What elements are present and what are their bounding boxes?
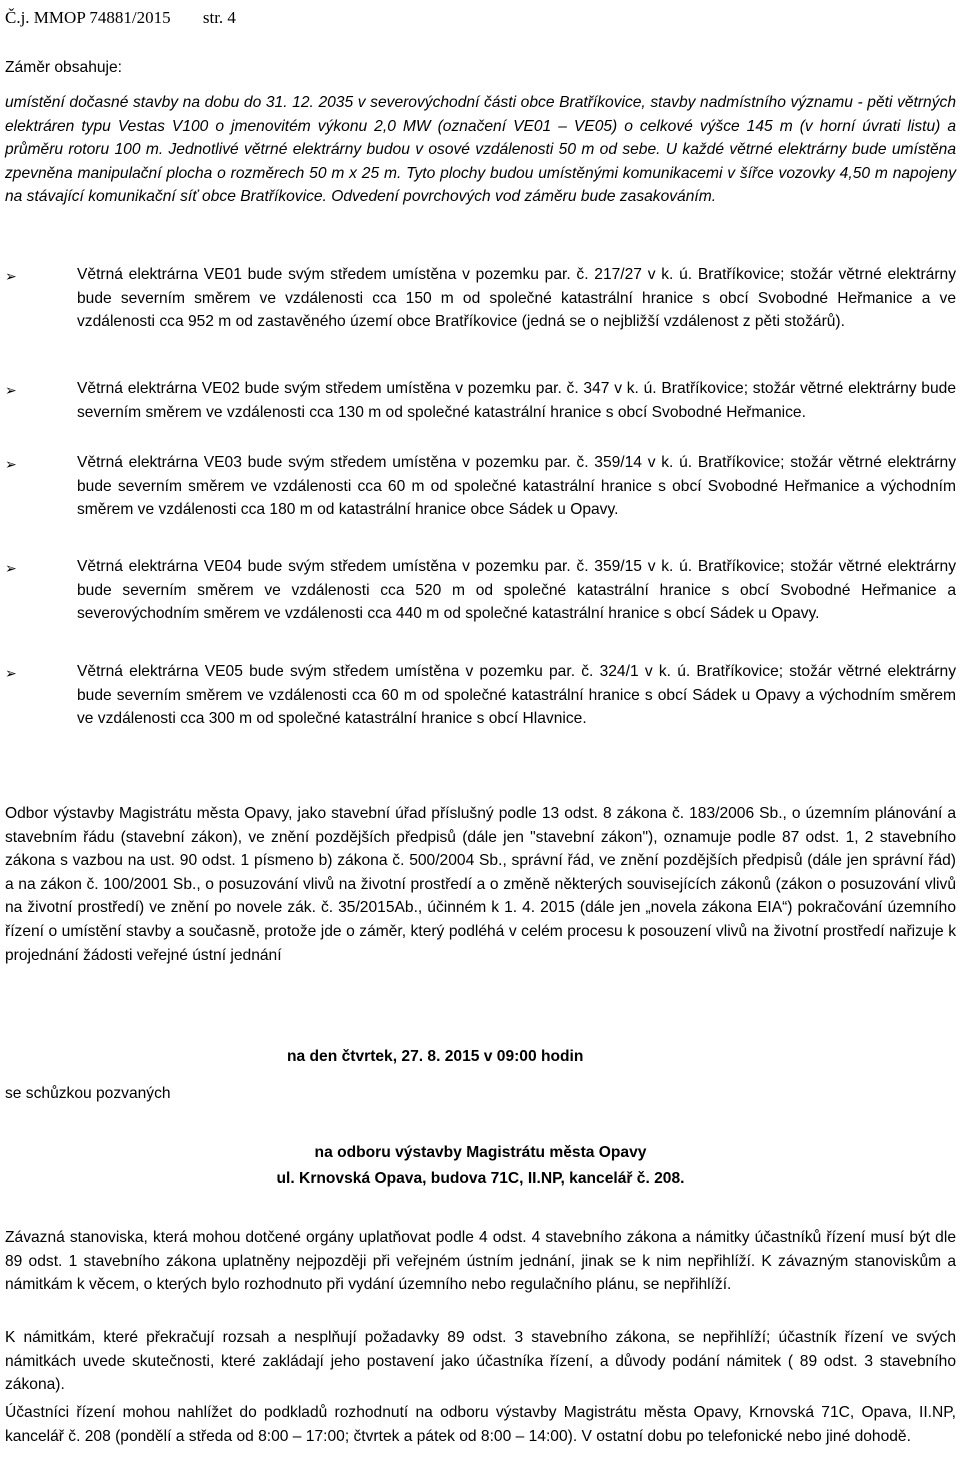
reference-number: Č.j. MMOP 74881/2015 xyxy=(5,8,171,27)
meeting-invite: se schůzkou pozvaných xyxy=(5,1085,171,1102)
intro-label: Záměr obsahuje: xyxy=(5,59,123,76)
page-number: str. 4 xyxy=(202,8,236,27)
objections-paragraph: K námitkám, které překračují rozsah a nesplňují požadavky 89 odst. 3 stavebního zákona, se nepřihlíží; účastník řízení ve svých námitkách uvede skutečnosti, které zakládají jeho postavení jako účastníka řízení, a důvody podání námitek ( 89 odst. 3 stavebního zákona). xyxy=(5,1329,956,1394)
turbine-ve02: Větrná elektrárna VE02 bude svým středem umístěna v pozemku par. č. 347 v k. ú. Bratříkovice; stožár větrné elektrárny bude severním směrem ve vzdálenosti cca 130 m od společné katastrální hranice s obcí Svobodné Heřmanice. xyxy=(77,380,956,421)
inspection-paragraph: Účastníci řízení mohou nahlížet do podkladů rozhodnutí na odboru výstavby Magistrátu města Opavy, Krnovská 71C, Opava, II.NP, kancelář č. 208 (pondělí a středa od 8:00 – 17:00; čtvrtek a pátek od 8:00 – 14:00). V ostatní dobu po telefonické nebo jiné dohodě. xyxy=(5,1404,956,1445)
arrow-bullet-icon: ➢ xyxy=(5,382,17,398)
turbine-ve01: Větrná elektrárna VE01 bude svým středem umístěna v pozemku par. č. 217/27 v k. ú. Bratříkovice; stožár větrné elektrárny bude severním směrem ve vzdálenosti cca 150 m od společné katastrální hranice s obcí Svobodné Heřmanice a ve vzdálenosti cca 952 m od zastavěného území obce Bratříkovice (jedná se o nejbližší vzdálenost z pěti stožárů). xyxy=(77,266,956,331)
arrow-bullet-icon: ➢ xyxy=(5,456,17,472)
turbine-ve04: Větrná elektrárna VE04 bude svým středem umístěna v pozemku par. č. 359/15 v k. ú. Bratříkovice; stožár větrné elektrárny bude severním směrem ve vzdálenosti cca 520 m od společné katastrální hranice s obcí Svobodné Heřmanice a severovýchodním směrem ve vzdálenosti cca 440 m od společné katastrální hranice s obcí Sádek u Opavy. xyxy=(77,558,956,623)
turbine-ve03: Větrná elektrárna VE03 bude svým středem umístěna v pozemku par. č. 359/14 v k. ú. Bratříkovice; stožár větrné elektrárny bude severním směrem ve vzdálenosti cca 60 m od společné katastrální hranice s obcí Svobodné Heřmanice a východním směrem ve vzdálenosti cca 180 m od katastrální hranice obce Sádek u Opavy. xyxy=(77,454,956,519)
page-header xyxy=(5,8,236,28)
arrow-bullet-icon: ➢ xyxy=(5,560,17,576)
binding-opinions-paragraph: Závazná stanoviska, která mohou dotčené orgány uplatňovat podle 4 odst. 4 stavebního zákona a námitky účastníků řízení musí být dle 89 odst. 1 stavebního zákona uplatněny nejpozději při veřejném ústním jednání, jinak se k nim nepřihlíží. K závazným stanoviskům a námitkám k věcem, o kterých bylo rozhodnuto při vydání územního nebo regulačního plánu, se nepřihlíží. xyxy=(5,1229,956,1294)
arrow-bullet-icon: ➢ xyxy=(5,665,17,681)
intro-paragraph: umístění dočasné stavby na dobu do 31. 12. 2035 v severovýchodní části obce Bratříkovice, stavby nadmístního významu - pěti větrných elektráren typu Vestas V100 o jmenovitém výkonu 2,0 MW (označení VE01 – VE05) o celkové výšce 145 m (v horní úvrati listu) a průměru rotoru 100 m. Jednotlivé větrné elektrárny budou v osové vzdálenosti 50 m od sebe. U každé větrné elektrárny bude umístěna zpevněna manipulační plocha o rozměrech 50 m x 25 m. Tyto plochy budou umístěnými komunikacemi v šířce vozovky 4,50 m napojeny na stávající komunikační síť obce Bratříkovice. Odvedení povrchových vod záměru bude zasakováním. xyxy=(5,94,956,206)
turbine-ve05: Větrná elektrárna VE05 bude svým středem umístěna v pozemku par. č. 324/1 v k. ú. Bratříkovice; stožár větrné elektrárny bude severním směrem ve vzdálenosti cca 60 m od společné katastrální hranice s obcí Sádek u Opavy a východním směrem ve vzdálenosti cca 300 m od společné katastrální hranice s obcí Hlavnice. xyxy=(77,663,956,728)
arrow-bullet-icon: ➢ xyxy=(5,268,17,284)
meeting-place-office: na odboru výstavby Magistrátu města Opavy xyxy=(314,1144,647,1161)
meeting-place-address: ul. Krnovská Opava, budova 71C, II.NP, kancelář č. 208. xyxy=(276,1170,685,1187)
meeting-date: na den čtvrtek, 27. 8. 2015 v 09:00 hodin xyxy=(287,1048,584,1065)
office-paragraph: Odbor výstavby Magistrátu města Opavy, jako stavební úřad příslušný podle 13 odst. 8 zákona č. 183/2006 Sb., o územním plánování a stavebním řádu (stavební zákon), ve znění pozdějších předpisů (dále jen "stavební zákon"), oznamuje podle 87 odst. 1, 2 stavebního zákona s vazbou na ust. 90 odst. 1 písmeno b) zákona č. 500/2004 Sb., správní řád, ve znění pozdějších předpisů (dále jen správní řád) a na zákon č. 100/2001 Sb., o posuzování vlivů na životní prostředí a o změně některých souvisejících zákonů (zákon o posuzování vlivů na životní prostředí) ve znění po novele zák. č. 35/2015Ab., účinném k 1. 4. 2015 (dále jen „novela zákona EIA“) pokračování územního řízení o umístění stavby a současně, protože jde o záměr, který podléhá v celém procesu k posouzení vlivů na životní prostředí nařizuje k projednání žádosti veřejné ústní jednání xyxy=(5,805,956,964)
